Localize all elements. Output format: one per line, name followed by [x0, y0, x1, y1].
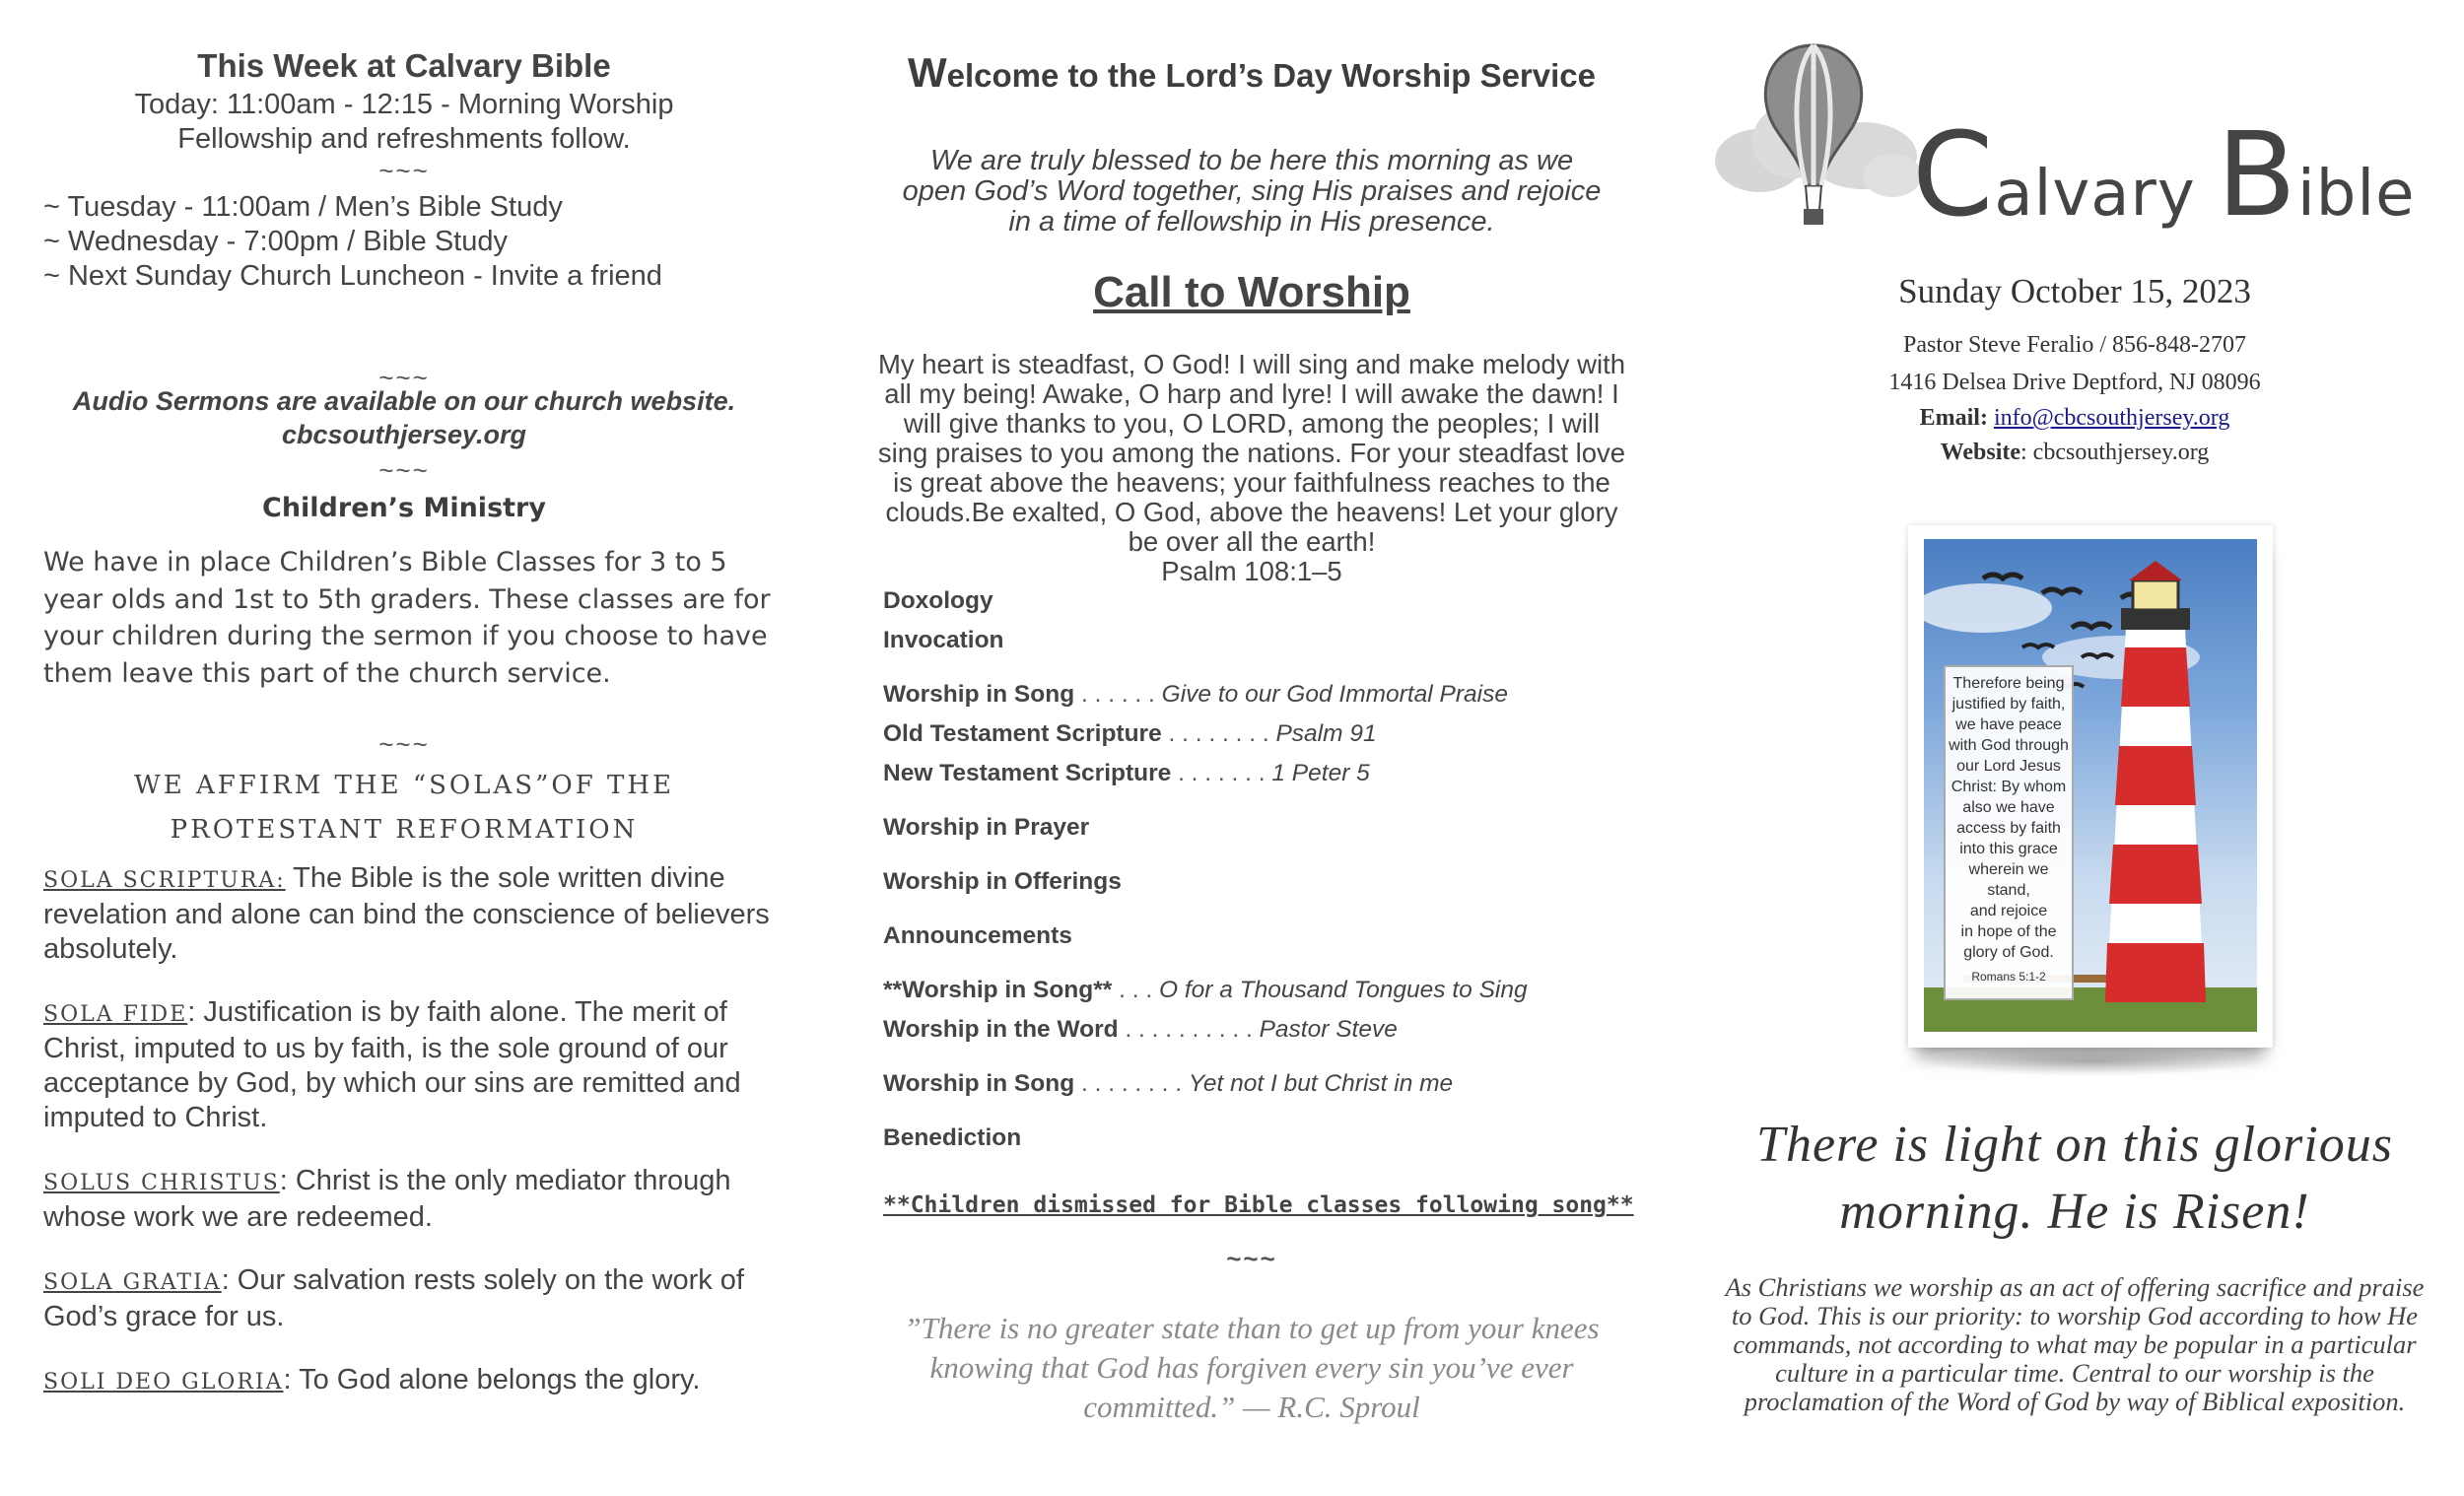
soli-deo-gloria — [43, 1363, 773, 1399]
sola-name: SOLUS CHRISTUS — [43, 1171, 280, 1195]
sproul-quote: ”There is no greater state than to get up from your knees knowing that God has forgiven every sin you’ve ever committed.” — R.C. Sproul — [904, 1311, 1600, 1424]
easter-line: There is light on this glorious — [1756, 1117, 2393, 1173]
psalm-reading — [877, 350, 1626, 586]
sola-text: : To God alone belongs the glory. — [283, 1364, 701, 1395]
sola-fide — [43, 995, 773, 1135]
easter-message — [1715, 1112, 2434, 1246]
website-line — [1715, 440, 2434, 466]
verse-reference: Romans 5:1-2 — [1971, 970, 2046, 984]
verse-line: our Lord Jesus — [1956, 758, 2061, 775]
order-label: Announcements — [883, 922, 1072, 949]
solus-christus — [43, 1164, 773, 1235]
call-to-worship-title: Call to Worship — [1093, 268, 1410, 316]
childrens-ministry-title: Children’s Ministry — [262, 493, 546, 523]
separator: ~~~ — [378, 729, 430, 759]
order-item — [883, 1124, 1632, 1152]
order-item — [883, 814, 1632, 842]
middle-panel — [867, 0, 1636, 1496]
solas-heading: WE AFFIRM THE “SOLAS”OF THE PROTESTANT REFORMATION — [134, 771, 674, 845]
separator: ~~~ — [1226, 1244, 1277, 1273]
lighthouse-image — [1924, 539, 2257, 1032]
verse-line: into this grace — [1959, 841, 2058, 857]
verse-line: with God through — [1949, 737, 2069, 754]
brand-word: ible — [2296, 158, 2416, 231]
sola-name: SOLI DEO GLORIA — [43, 1370, 284, 1394]
order-label: Worship in Song — [883, 1070, 1075, 1097]
sola-text: : Christ is the only mediator through whose work we are redeemed. — [43, 1165, 731, 1233]
order-item — [883, 587, 1632, 615]
poster-shadow — [1918, 1047, 2263, 1076]
order-item — [883, 977, 1632, 1004]
verse-line: wherein we stand, — [1968, 861, 2049, 899]
verse-line: Christ: By whom — [1951, 779, 2067, 795]
website-value: : cbcsouthjersey.org — [2020, 440, 2210, 465]
verse-line: also we have — [1962, 799, 2055, 816]
brand-initial: B — [2217, 106, 2297, 242]
event-item: ~ Wednesday - 7:00pm / Bible Study — [43, 226, 508, 257]
easter-line: morning. He is Risen! — [1839, 1184, 2310, 1240]
separator: ~~~ — [378, 455, 430, 485]
separator: ~~~ — [378, 363, 430, 392]
children-dismissed-note: **Children dismissed for Bible classes following song** — [883, 1192, 1634, 1218]
verse-line: and rejoice — [1969, 903, 2048, 919]
brand-word: alvary — [1994, 158, 2218, 231]
order-item — [883, 1070, 1632, 1098]
welcome-heading — [867, 49, 1636, 97]
order-item — [883, 1016, 1632, 1044]
fellowship-note: Fellowship and refreshments follow. — [177, 123, 631, 155]
event-item: ~ Tuesday - 11:00am / Men’s Bible Study — [43, 191, 563, 223]
order-leader: . . . . . . . — [1171, 760, 1272, 786]
order-label: Benediction — [883, 1124, 1022, 1151]
service-date: Sunday October 15, 2023 — [1898, 272, 2251, 310]
welcome-text: elcome to the Lord’s Day Worship Service — [946, 57, 1596, 94]
order-item — [883, 760, 1632, 787]
email-line — [1715, 405, 2434, 432]
church-address: 1416 Delsea Drive Deptford, NJ 08096 — [1888, 370, 2261, 395]
order-item — [883, 720, 1632, 748]
order-leader: . . . . . . . . — [1161, 720, 1276, 747]
verse-card — [1944, 665, 2074, 1000]
order-value: O for a Thousand Tongues to Sing — [1158, 977, 1528, 1003]
pastor-contact: Pastor Steve Feralio / 856-848-2707 — [1903, 332, 2246, 358]
welcome-initial: W — [907, 49, 947, 96]
order-label: Invocation — [883, 627, 1004, 653]
hot-air-balloon-logo — [1715, 37, 1922, 235]
order-label: Worship in Song — [883, 681, 1075, 708]
verse-line: glory of God. — [1963, 944, 2054, 961]
order-value: 1 Peter 5 — [1271, 760, 1370, 786]
psalm-reference: Psalm 108:1–5 — [1161, 556, 1342, 586]
lighthouse-poster — [1908, 525, 2273, 1048]
order-label: Worship in Offerings — [883, 868, 1122, 895]
church-name-logo — [1912, 106, 2416, 242]
order-leader: . . . . . . — [1074, 681, 1162, 708]
this-week-title: This Week at Calvary Bible — [197, 47, 611, 84]
order-item — [883, 681, 1632, 709]
order-value: Psalm 91 — [1275, 720, 1377, 747]
order-label: **Worship in Song** — [883, 977, 1113, 1003]
order-label: New Testament Scripture — [883, 760, 1172, 786]
order-value: Pastor Steve — [1259, 1016, 1398, 1043]
website-label: Website — [1940, 440, 2021, 465]
sola-name: SOLA GRATIA — [43, 1270, 222, 1295]
order-item — [883, 868, 1632, 896]
order-item — [883, 922, 1632, 950]
childrens-ministry-text: We have in place Children’s Bible Classes for 3 to 5 year olds and 1st to 5th graders. These classes are for your children during the sermon if you choose to have them leave this part of the church service. — [43, 547, 771, 689]
email-label: Email: — [1919, 405, 1988, 431]
sola-text: : Our salvation rests solely on the work of God’s grace for us. — [43, 1264, 744, 1332]
order-label: Worship in Prayer — [883, 814, 1090, 841]
today-service: Today: 11:00am - 12:15 - Morning Worship — [134, 89, 674, 120]
order-value: Yet not I but Christ in me — [1188, 1070, 1454, 1097]
order-item — [883, 627, 1632, 654]
sola-scriptura — [43, 861, 773, 967]
sola-name: SOLA FIDE — [43, 1002, 188, 1027]
email-link[interactable]: info@cbcsouthjersey.org — [1993, 405, 2230, 431]
church-website: cbcsouthjersey.org — [281, 420, 527, 449]
separator: ~~~ — [378, 156, 430, 185]
order-value: Give to our God Immortal Praise — [1161, 681, 1508, 708]
psalm-text: My heart is steadfast, O God! I will sing and make melody with all my being! Awake, O harp and lyre! I will awake the dawn! I will give thanks to you, O LORD, among the peoples; I will sing praises to you among the nations. For your steadfast love is great above the heavens; your faithfulness reaches to the clouds.Be exalted, O God, above the heavens! Let your glory be over all the earth! — [877, 349, 1626, 557]
order-leader: . . . . . . . . . . — [1118, 1016, 1260, 1043]
verse-line: access by faith — [1956, 820, 2061, 837]
sola-text: : Justification is by faith alone. The merit of Christ, imputed to us by faith, is the sole ground of our acceptance by God, by which our sins are remitted and imputed to Christ. — [43, 996, 741, 1133]
brand-initial: C — [1912, 106, 1995, 242]
verse-line: justified by faith, — [1951, 696, 2066, 713]
verse-line: in hope of the — [1960, 923, 2057, 940]
order-leader: . . . — [1112, 977, 1159, 1003]
sola-text: The Bible is the sole written divine revelation and alone can bind the conscience of believers absolutely. — [43, 862, 770, 965]
order-leader: . . . . . . . . — [1074, 1070, 1189, 1097]
verse-line: Therefore being — [1952, 675, 2065, 692]
sola-name: SOLA SCRIPTURA: — [43, 868, 286, 893]
sola-gratia — [43, 1263, 773, 1334]
right-panel — [1715, 0, 2434, 1496]
order-label: Worship in the Word — [883, 1016, 1119, 1043]
audio-sermons-note: Audio Sermons are available on our church website. — [72, 386, 736, 416]
welcome-blurb: We are truly blessed to be here this morning as we open God’s Word together, sing His praises and rejoice in a time of fellowship in His presence. — [902, 145, 1602, 238]
order-label: Old Testament Scripture — [883, 720, 1162, 747]
left-panel — [39, 0, 769, 1496]
event-item: ~ Next Sunday Church Luncheon - Invite a friend — [43, 260, 662, 292]
worship-statement: As Christians we worship as an act of offering sacrifice and praise to God. This is our priority: to worship God according to how He commands, not according to what may be popular in a particular culture in a particular time. Central to our worship is the proclamation of the Word of God by way of Biblical exposition. — [1725, 1272, 2425, 1416]
verse-line: we have peace — [1955, 716, 2062, 733]
order-label: Doxology — [883, 587, 993, 614]
